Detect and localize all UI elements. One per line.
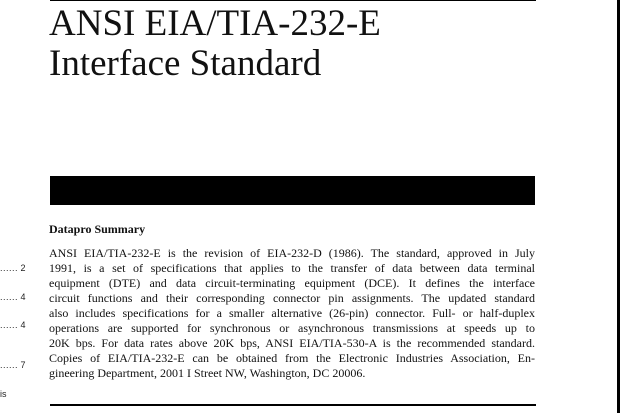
summary-line: operations are supported for synchronous or asynchronous transmissions at speeds up to xyxy=(49,321,535,335)
top-rule xyxy=(50,0,536,1)
summary-line: 1991, is a set of specifications that applies to the transfer of data between data terminal xyxy=(49,261,535,275)
page-edge-rule xyxy=(617,0,620,413)
summary-heading: Datapro Summary xyxy=(49,222,146,236)
toc-leader-dots: ...... xyxy=(0,263,19,273)
toc-entry[interactable] xyxy=(0,292,43,303)
summary-paragraph xyxy=(49,246,535,381)
summary-line: Copies of EIA/TIA-232-E can be obtained from the Electronic Industries Association, En- xyxy=(49,351,535,365)
title-line-1: ANSI EIA/TIA-232-E xyxy=(49,3,381,44)
summary-line: equipment (DTE) and data circuit-terminating equipment (DCE). It defines the interface xyxy=(49,276,535,290)
toc-page-number: 7 xyxy=(20,360,26,370)
toc-entry[interactable] xyxy=(0,320,43,331)
toc-leader-dots: ...... xyxy=(0,292,19,302)
title-line-2: Interface Standard xyxy=(49,43,322,84)
table-of-contents-fragment xyxy=(0,0,45,413)
document-title xyxy=(49,4,589,84)
summary-line: gineering Department, 2001 I Street NW, Washington, DC 20006. xyxy=(49,366,366,380)
section-banner-bar xyxy=(50,176,535,205)
toc-entry[interactable] xyxy=(0,263,43,274)
toc-cut-label: is xyxy=(0,389,7,399)
summary-line: also includes specifications for a smaller alternative (26-pin) connector. Full- or half-duplex xyxy=(49,306,535,320)
toc-leader-dots: ...... xyxy=(0,320,19,330)
toc-page-number: 2 xyxy=(20,263,26,273)
toc-entry[interactable] xyxy=(0,360,43,371)
summary-line: 20K bps. For data rates above 20K bps, ANSI EIA/TIA-530-A is the recommended standard. xyxy=(49,336,535,350)
bottom-rule xyxy=(50,404,536,406)
toc-page-number: 4 xyxy=(20,320,26,330)
toc-leader-dots: ...... xyxy=(0,360,19,370)
summary-line: ANSI EIA/TIA-232-E is the revision of EIA-232-D (1986). The standard, approved in July xyxy=(49,246,535,260)
toc-page-number: 4 xyxy=(20,292,26,302)
summary-line: circuit functions and their corresponding connector pin assignments. The updated standard xyxy=(49,291,535,305)
